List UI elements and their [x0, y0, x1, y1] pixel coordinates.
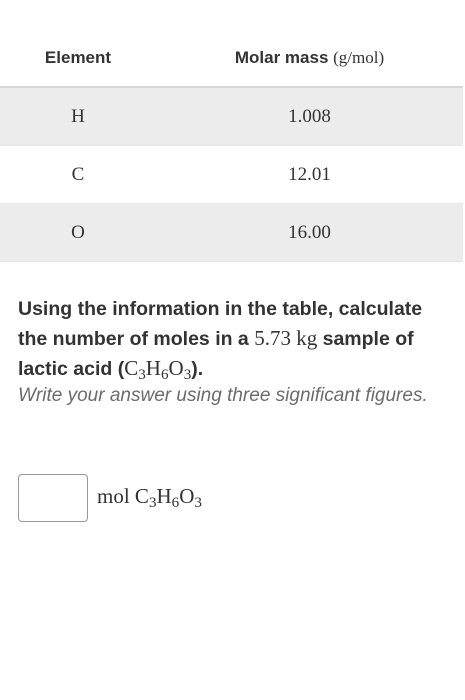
molar-mass-cell: 16.00 [288, 221, 331, 243]
molar-mass-cell: 12.01 [288, 163, 331, 185]
table-row [0, 88, 463, 146]
question-part1: Using the information in the table, calculate the number of moles in a [18, 298, 423, 350]
hint-text: Write your answer using three significant figures. [18, 385, 428, 406]
element-cell: C [71, 163, 85, 185]
question-part3: ). [191, 358, 204, 380]
formula-h: H [145, 356, 161, 380]
formula-h-sub: 6 [160, 367, 169, 384]
formula-c-sub: 3 [138, 367, 146, 384]
formula-o-sub: 3 [183, 367, 192, 384]
header-element: Element [44, 48, 112, 67]
answer-unit [97, 484, 202, 512]
unit-formula-o: O [179, 484, 195, 508]
formula-c: C [124, 356, 139, 380]
unit-formula-h: H [156, 484, 172, 508]
header-molar-mass [156, 48, 463, 68]
question-formula [124, 356, 192, 384]
question-part2: sample of lactic acid ( [18, 328, 414, 380]
unit-formula-c-sub: 3 [148, 495, 157, 512]
table-header-row [0, 30, 463, 88]
unit-prefix: mol [97, 484, 135, 508]
question-text [18, 295, 448, 384]
unit-formula-c: C [134, 484, 149, 508]
molar-mass-table [0, 30, 463, 262]
element-cell: H [71, 105, 85, 127]
table-row [0, 204, 463, 262]
unit-formula-h-sub: 6 [171, 495, 180, 512]
header-molar-mass-label: Molar mass [234, 48, 334, 67]
molar-mass-cell: 1.008 [288, 105, 331, 127]
header-molar-mass-unit: (g/mol) [333, 48, 385, 67]
unit-formula-o-sub: 3 [194, 495, 202, 512]
formula-o: O [168, 356, 184, 380]
table-row [0, 146, 463, 204]
question-mass: 5.73 kg [254, 326, 318, 350]
answer-input[interactable] [18, 474, 88, 522]
element-cell: O [71, 221, 85, 243]
